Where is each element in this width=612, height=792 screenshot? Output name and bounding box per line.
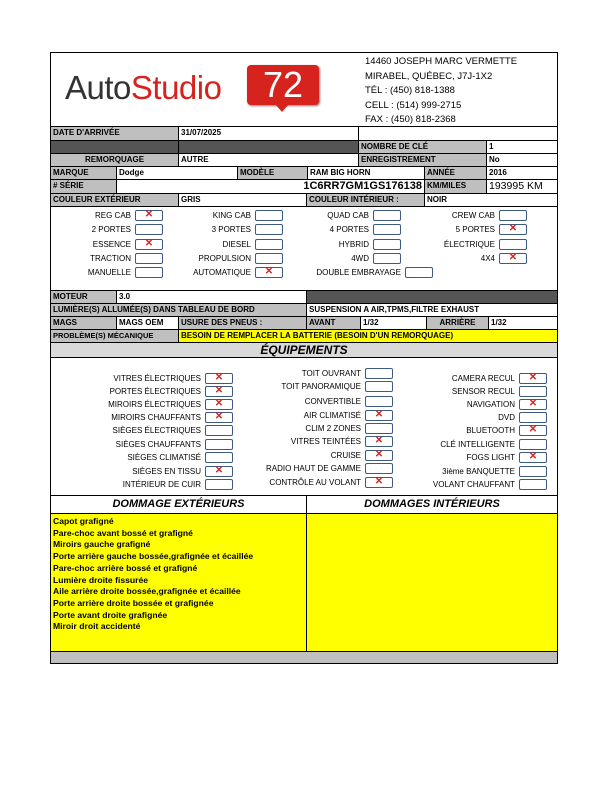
int-color-label: COULEUR INTÉRIEUR : (307, 194, 425, 206)
interior-damage-title: DOMMAGES INTÉRIEURS (364, 498, 500, 510)
config-option-checkbox[interactable]: ✕ (255, 267, 283, 278)
equipment-option-18[interactable] (355, 372, 547, 385)
row-mechanical (51, 329, 557, 342)
equipment-option-label: SIÈGES EN TISSU (132, 467, 201, 476)
equipment-option-checkbox[interactable]: ✕ (365, 436, 393, 447)
equipment-option-checkbox[interactable] (519, 479, 547, 490)
damage-item: Pare-choc avant bossé et grafigné (53, 527, 193, 538)
config-option-label: REG CAB (94, 211, 131, 220)
config-option-label: HYBRID (338, 240, 369, 249)
config-option-label: 4 PORTES (329, 225, 369, 234)
row-colors (51, 193, 557, 206)
arrival-label: DATE D'ARRIVÉE (51, 127, 179, 140)
equipment-option-checkbox[interactable]: ✕ (519, 373, 547, 384)
damage-section (51, 513, 557, 651)
damage-item: Capot grafigné (53, 516, 114, 526)
equipment-option-checkbox[interactable]: ✕ (365, 450, 393, 461)
config-option-label: ESSENCE (92, 240, 131, 249)
equipment-option-label: NAVIGATION (466, 400, 515, 409)
km-label: KM/MILES (425, 180, 487, 193)
contact-info (365, 55, 517, 128)
equipment-option-label: PORTES ÉLECTRIQUES (109, 387, 201, 396)
equipment-option-checkbox[interactable]: ✕ (365, 477, 393, 488)
config-option-label: KING CAB (212, 211, 251, 220)
config-option-label: 2 PORTES (91, 225, 131, 234)
damage-item: Porte avant droite grafignée (53, 609, 168, 620)
config-option-checkbox[interactable]: ✕ (499, 224, 527, 235)
arrival-blank (359, 127, 557, 140)
model-value: RAM BIG HORN (308, 167, 425, 179)
mechanical-value: BESOIN DE REMPLACER LA BATTERIE (BESOIN D'UN REMORQUAGE) (179, 330, 557, 342)
equipment-option-26[interactable] (355, 478, 547, 491)
equipment-option-19[interactable] (355, 385, 547, 398)
row-damage-headers (51, 495, 557, 513)
config-option-label: 4X4 (480, 254, 495, 263)
equipment-option-20[interactable] (355, 398, 547, 411)
equipment-option-23[interactable] (355, 438, 547, 451)
autostudio-logo (57, 59, 357, 129)
equipment-option-label: CONTRÔLE AU VOLANT (269, 478, 361, 487)
interior-damage-list (307, 514, 557, 651)
year-label: ANNÉE (425, 167, 487, 179)
motor-label: MOTEUR (51, 291, 117, 303)
equipment-option-label: CONVERTIBLE (304, 397, 361, 406)
equipment-option-checkbox[interactable]: ✕ (519, 425, 547, 436)
rear-label: ARRIÈRE (427, 317, 489, 329)
equipment-option-checkbox[interactable]: ✕ (205, 399, 233, 410)
motor-value: 3.0 (117, 291, 307, 303)
equipment-option-checkbox[interactable] (519, 439, 547, 450)
equipment-option-label: VITRES TEINTÉES (290, 437, 361, 446)
serial-label: # SÉRIE (51, 180, 117, 193)
towing-label: REMORQUAGE (51, 154, 179, 166)
equipment-option-label: AIR CLIMATISÉ (303, 411, 361, 420)
equipment-option-25[interactable] (355, 465, 547, 478)
equipment-title: ÉQUIPEMENTS (51, 342, 557, 357)
equipment-option-checkbox[interactable]: ✕ (519, 452, 547, 463)
mags-value: MAGS OEM (117, 317, 179, 329)
config-option-11[interactable] (335, 238, 527, 251)
equipment-option-label: VOLANT CHAUFFANT (432, 480, 515, 489)
config-option-label: 3 PORTES (211, 225, 251, 234)
row-keys (51, 140, 557, 153)
equipment-option-label: SENSOR RECUL (451, 387, 515, 396)
row-towing (51, 153, 557, 166)
config-option-label: CREW CAB (451, 211, 495, 220)
front-value: 1/32 (361, 317, 427, 329)
contact-city: MIRABEL, QUÉBEC, J7J-1X2 (365, 70, 493, 82)
equipment-option-label: 3ième BANQUETTE (442, 467, 515, 476)
equipment-option-label: RADIO HAUT DE GAMME (266, 464, 361, 473)
damage-item: Miroir droit accidenté (53, 621, 141, 632)
keys-value: 1 (489, 142, 494, 151)
equipment-option-label: DVD (498, 413, 515, 422)
year-value: 2016 (489, 168, 507, 177)
equipment-option-label: MIROIRS ÉLECTRIQUES (108, 400, 201, 409)
km-value: 193995 KM (489, 180, 543, 192)
config-option-label: 5 PORTES (455, 225, 495, 234)
footer-bar (51, 651, 557, 663)
ext-color-label: COULEUR EXTÉRIEUR (51, 194, 179, 206)
equipment-option-label: INTÉRIEUR DE CUIR (122, 480, 201, 489)
equipment-option-checkbox[interactable]: ✕ (519, 399, 547, 410)
config-option-3[interactable] (335, 209, 527, 222)
config-option-label: DOUBLE EMBRAYAGE (316, 268, 401, 277)
equipment-option-label: SIÈGES CLIMATISÉ (127, 453, 201, 462)
equipment-option-label: SIÈGES ÉLECTRIQUES (112, 426, 201, 435)
row-motor (51, 290, 557, 303)
equipment-checkboxes (51, 357, 557, 495)
config-option-label: 4WD (351, 254, 369, 263)
config-option-label: ÉLECTRIQUE (443, 240, 495, 249)
dash-lights-value: SUSPENSION A AIR,TPMS,FILTRE EXHAUST (309, 305, 480, 314)
exterior-damage-list (51, 514, 307, 651)
equipment-option-checkbox[interactable] (519, 466, 547, 477)
equipment-option-22[interactable] (355, 424, 547, 437)
equipment-option-label: CLIM 2 ZONES (305, 424, 361, 433)
logo-badge: 72 (247, 65, 319, 105)
equipment-option-label: CLÉ INTELLIGENTE (440, 440, 515, 449)
mags-label: MAGS (51, 317, 117, 329)
contact-fax: FAX : (450) 818-2368 (365, 114, 456, 126)
row-make (51, 166, 557, 179)
row-mags (51, 316, 557, 329)
config-option-checkbox[interactable]: ✕ (499, 253, 527, 264)
rear-value: 1/32 (491, 318, 507, 327)
config-option-label: QUAD CAB (327, 211, 369, 220)
logo-wordmark: AutoStudio (65, 69, 222, 106)
equipment-option-21[interactable] (355, 411, 547, 424)
arrival-value: 31/07/2025 (179, 127, 359, 140)
equipment-option-checkbox[interactable] (519, 386, 547, 397)
model-label: MODÈLE (238, 167, 308, 179)
damage-item: Porte arrière droite bossée et grafignée (53, 597, 214, 608)
make-label: MARQUE (51, 167, 117, 179)
contact-address: 14460 JOSEPH MARC VERMETTE (365, 56, 518, 67)
damage-item: Pare-choc arrière bossé et grafigné (53, 562, 198, 573)
config-option-label: DIESEL (222, 240, 251, 249)
inspection-sheet (50, 52, 558, 664)
row-arrival (51, 126, 557, 140)
row-dash-lights (51, 303, 557, 316)
equipment-option-label: CAMERA RECUL (451, 374, 515, 383)
equipment-option-label: TOIT PANORAMIQUE (281, 382, 361, 391)
int-color-value: NOIR (427, 195, 447, 204)
serial-value: 1C6RR7GM1GS176138 (117, 180, 425, 193)
registration-label: ENREGISTREMENT (359, 154, 487, 166)
contact-cell: CELL : (514) 999-2715 (365, 99, 462, 111)
damage-item: Miroirs gauche grafigné (53, 539, 151, 550)
config-option-15[interactable] (335, 252, 527, 265)
config-option-label: MANUELLE (87, 268, 131, 277)
damage-item: Lumière droite fissurée (53, 574, 149, 585)
equipment-option-label: CRUISE (330, 451, 361, 460)
equipment-option-checkbox[interactable]: ✕ (205, 466, 233, 477)
make-value: Dodge (117, 167, 238, 179)
equipment-option-label: SIÈGES CHAUFFANTS (115, 440, 201, 449)
equipment-option-label: VITRES ÉLECTRIQUES (113, 374, 201, 383)
config-option-label: TRACTION (90, 254, 131, 263)
damage-item: Aile arrière droite bossée,grafignée et écaillée (53, 586, 241, 597)
exterior-damage-title: DOMMAGE EXTÉRIEURS (51, 496, 307, 513)
config-option-label: AUTOMATIQUE (193, 268, 251, 277)
equipment-option-checkbox[interactable]: ✕ (205, 412, 233, 423)
equipment-option-checkbox[interactable]: ✕ (205, 373, 233, 384)
dash-lights-label: LUMIÈRE(S) ALLUMÉE(S) DANS TABLEAU DE BORD (51, 304, 307, 316)
keys-label: NOMBRE DE CLÉ (359, 141, 487, 153)
tire-wear-label: USURE DES PNEUS : (179, 317, 307, 329)
config-option-7[interactable] (335, 223, 527, 236)
equipment-option-checkbox[interactable]: ✕ (205, 386, 233, 397)
towing-value: AUTRE (179, 154, 359, 166)
equipment-option-checkbox[interactable] (519, 412, 547, 423)
config-checkboxes (51, 206, 557, 290)
logo-badge-tail (275, 104, 289, 112)
equipment-option-label: FOGS LIGHT (466, 453, 515, 462)
equipment-option-24[interactable] (355, 451, 547, 464)
equipment-option-checkbox[interactable]: ✕ (365, 410, 393, 421)
damage-item: Porte arrière gauche bossée,grafignée et écaillée (53, 551, 254, 562)
config-option-checkbox[interactable] (499, 239, 527, 250)
config-option-18[interactable] (241, 266, 433, 279)
contact-phone: TÉL : (450) 818-1388 (365, 85, 455, 97)
ext-color-value: GRIS (179, 194, 307, 206)
config-option-checkbox[interactable] (499, 210, 527, 221)
equipment-option-label: MIROIRS CHAUFFANTS (111, 413, 201, 422)
equipment-option-label: TOIT OUVRANT (301, 369, 361, 378)
config-option-checkbox[interactable]: ✕ (135, 210, 163, 221)
config-option-checkbox[interactable]: ✕ (135, 239, 163, 250)
config-option-checkbox[interactable] (405, 267, 433, 278)
equipment-option-label: BLUETOOTH (466, 426, 515, 435)
mechanical-label: PROBLÈME(S) MÉCANIQUE (51, 330, 179, 342)
front-label: AVANT (307, 317, 361, 329)
row-serial (51, 179, 557, 193)
registration-value: No (489, 155, 500, 164)
config-option-label: PROPULSION (198, 254, 251, 263)
